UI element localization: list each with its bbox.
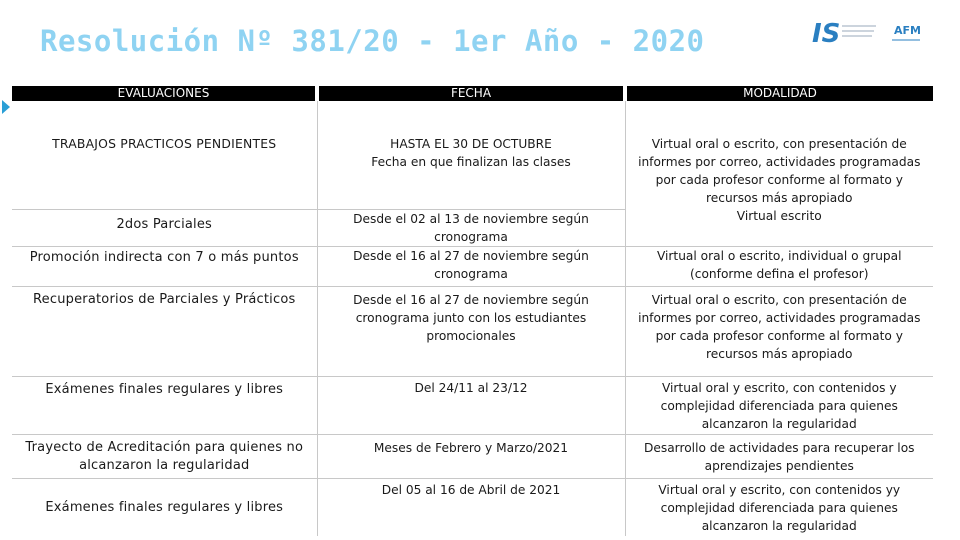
cell-evaluacion: Exámenes finales regulares y libres [45,499,284,515]
table-row [12,101,933,209]
cell-fecha: Del 05 al 16 de Abril de 2021 [317,478,625,536]
cell-evaluacion: Exámenes finales regulares y libres [12,376,317,434]
institution-logo [808,12,930,52]
cell-modalidad [625,101,933,246]
bullet-arrow-icon [2,100,10,114]
modalidad-text: Virtual oral o escrito, con presentación de informes por correo, actividades programadas por cada profesor conforme al formato y recursos más apropiado [638,137,921,205]
cell-fecha [317,101,625,209]
evaluations-table [12,86,933,536]
cell-fecha: Desde el 16 al 27 de noviembre según cronograma junto con los estudiantes promocionales [317,286,625,376]
cell-fecha: Desde el 16 al 27 de noviembre según cronograma [317,246,625,286]
modalidad-text: Virtual escrito [736,209,822,223]
table-row [12,434,933,478]
table-row [12,246,933,286]
cell-evaluacion: Trayecto de Acreditación para quienes no alcanzaron la regularidad [12,434,317,478]
table-row [12,478,933,536]
table-header-row [12,86,933,101]
header-evaluaciones: EVALUACIONES [12,86,317,101]
cell-fecha: Desde el 02 al 13 de noviembre según cronograma [317,209,625,246]
table-row [12,376,933,434]
cell-evaluacion: TRABAJOS PRACTICOS PENDIENTES [12,101,317,209]
logo-left-text: IS [812,19,841,49]
header-fecha: FECHA [317,86,625,101]
cell-fecha: Del 24/11 al 23/12 [317,376,625,434]
page-title: Resolución Nº 381/20 - 1er Año - 2020 [40,24,705,58]
cell-evaluacion: Recuperatorios de Parciales y Prácticos [12,286,317,376]
cell-modalidad: Virtual oral o escrito, individual o grupal (conforme defina el profesor) [625,246,933,286]
cell-modalidad: Virtual oral y escrito, con contenidos y complejidad diferenciada para quienes alcanzaron la regularidad [625,376,933,434]
logo-right-text: AFM [894,24,921,37]
table-row [12,286,933,376]
fecha-line: HASTA EL 30 DE OCTUBRE [390,137,552,151]
header-modalidad: MODALIDAD [625,86,933,101]
cell-modalidad: Virtual oral y escrito, con contenidos yy complejidad diferenciada para quienes alcanzaron la regularidad [625,478,933,536]
cell-fecha: Meses de Febrero y Marzo/2021 [317,434,625,478]
cell-modalidad: Virtual oral o escrito, con presentación de informes por correo, actividades programadas por cada profesor conforme al formato y recursos más apropiado [625,286,933,376]
cell-evaluacion: 2dos Parciales [12,209,317,246]
cell-evaluacion: Promoción indirecta con 7 o más puntos [12,246,317,286]
cell-modalidad: Desarrollo de actividades para recuperar los aprendizajes pendientes [625,434,933,478]
fecha-line: Fecha en que finalizan las clases [371,155,571,169]
